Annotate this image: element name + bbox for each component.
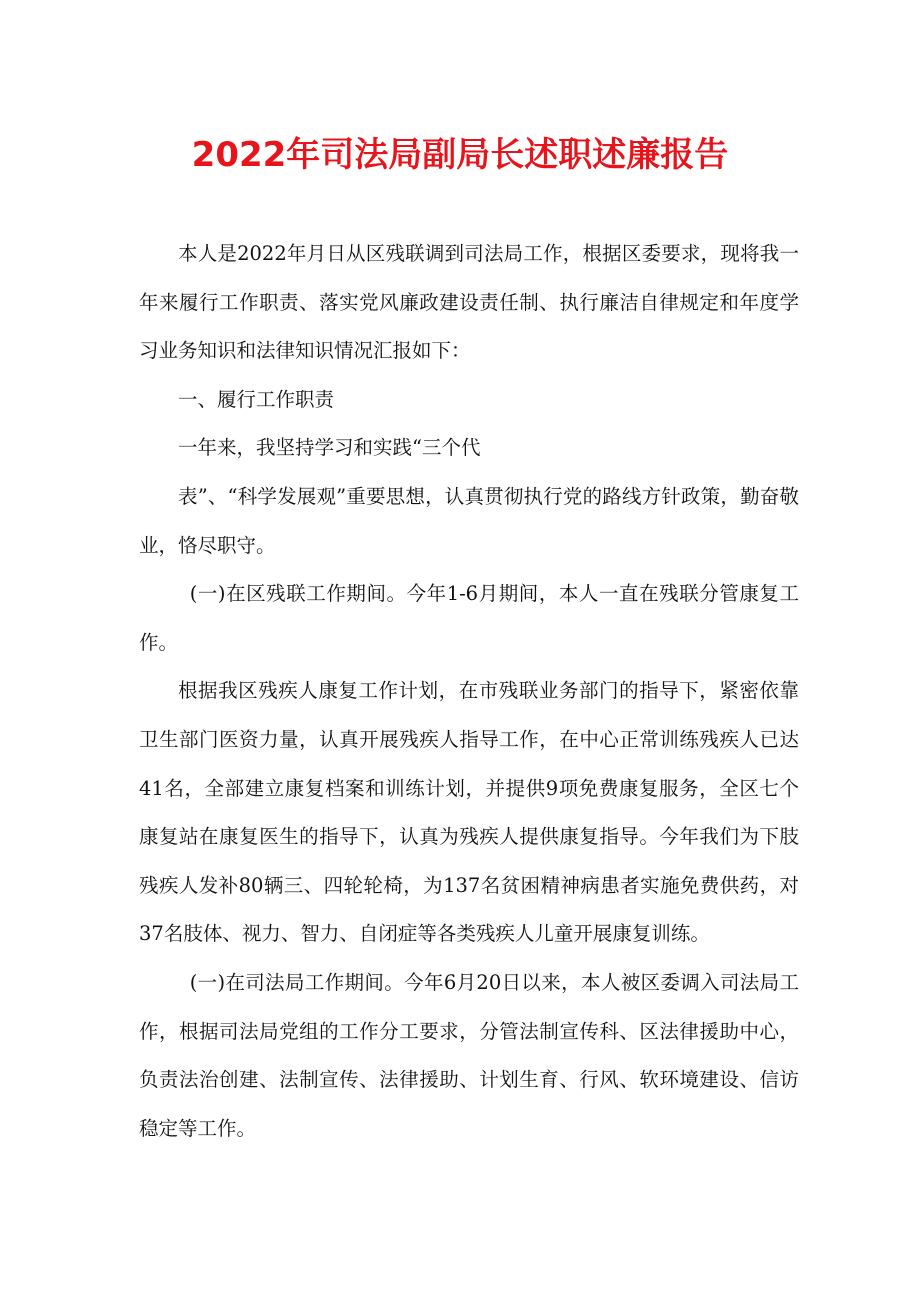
section-heading-duties: 一、履行工作职责 <box>178 387 335 411</box>
subsection-justice-bureau: (一)在司法局工作期间。今年6月20日以来，本人被区委调入司法局工作，根据司法局党组的工作分工要求，分管法制宣传科、区法律援助中心，负责法治创建、法制宣传、法律援助、计划生育、行风、软环境建设、信访稳定等工作。 <box>139 970 799 1140</box>
paragraph-year-summary-line1: 一年来，我坚持学习和实践“三个代 <box>178 436 481 460</box>
document-body <box>139 230 799 1153</box>
paragraph-year-summary-line2: 表”、“科学发展观”重要思想，认真贯彻执行党的路线方针政策，勤奋敬业，恪尽职守。 <box>139 484 799 557</box>
subsection-disability-federation: (一)在区残联工作期间。今年1-6月期间，本人一直在残联分管康复工作。 <box>139 582 799 654</box>
paragraph-intro: 本人是2022年月日从区残联调到司法局工作，根据区委要求，现将我一年来履行工作职责、落实党风廉政建设责任制、执行廉洁自律规定和年度学习业务知识和法律知识情况汇报如下： <box>139 242 799 363</box>
paragraph-rehabilitation-work: 根据我区残疾人康复工作计划，在市残联业务部门的指导下，紧密依靠卫生部门医资力量，认真开展残疾人指导工作，在中心正常训练残疾人已达41名，全部建立康复档案和训练计划，并提供9项免费康复服务，全区七个康复站在康复医生的指导下，认真为残疾人提供康复指导。今年我们为下肢残疾人发补80辆三、四轮轮椅，为137名贫困精神病患者实施免费供药，对37名肢体、视力、智力、自闭症等各类残疾人儿童开展康复训练。 <box>139 679 799 946</box>
document-title: 2022年司法局副局长述职述廉报告 <box>191 135 729 175</box>
